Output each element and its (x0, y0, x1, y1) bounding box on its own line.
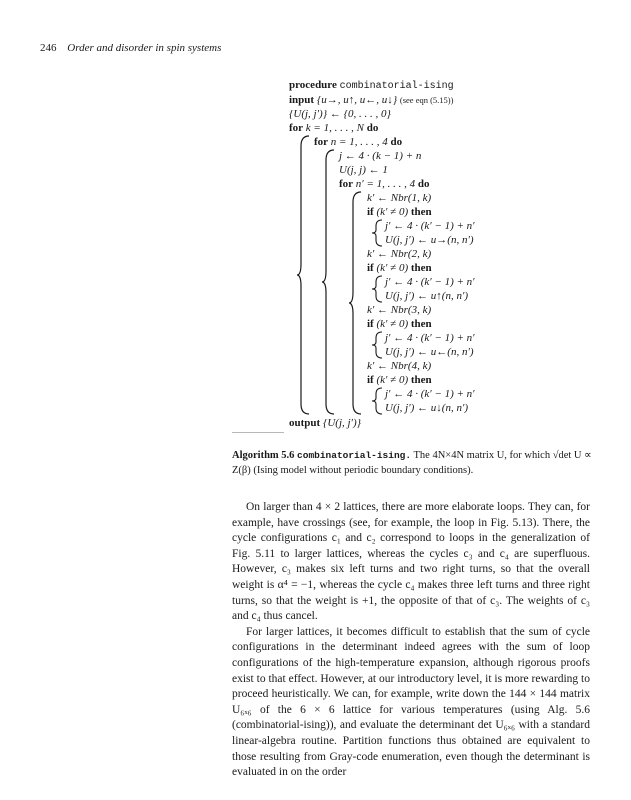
brace-for-n (322, 148, 336, 416)
brace-if-4 (372, 387, 384, 415)
page-number: 246 (40, 42, 57, 54)
caption-rule (232, 432, 284, 433)
algo-line-if-2: if (k′ ≠ 0) then (367, 262, 432, 274)
algo-line-nbr-4: k′ ← Nbr(4, k) (367, 360, 432, 372)
caption-code: combinatorial-ising. (297, 450, 412, 461)
brace-if-1 (372, 219, 384, 247)
body-text (232, 500, 590, 781)
paragraph-2: For larger lattices, it becomes difficult to establish that the sum of cycle configurations in the determinant indeed agrees with the sum of loop configurations of the high-temperature expansion, although rigorous proofs exist to that effect. However, at our introductory level, it is more rewarding to proceed heuristically. We can, for example, write down the 144 × 144 matrix U₆ₓ₆ of the 6 × 6 lattice for various temperatures (using Alg. 5.6 (combinatorial-ising)), and evaluate the determinant det U₆ₓ₆ with a standard linear-algebra routine. Partition functions thus obtained are equivalent to those resulting from Gray-code enumeration, even though the determinant is evaluated in on the order (232, 625, 590, 779)
algo-line-nbr-3: k′ ← Nbr(3, k) (367, 304, 432, 316)
paragraph-1: On larger than 4 × 2 lattices, there are more elaborate loops. They can, for example, have crossings (see, for example, the loop in Fig. 5.13). There, the cycle configurations c₁ and c₂ correspond to loops in the generalization of Fig. 5.11 to larger lattices, whereas the cycles c₃ and c₄ are superfluous. However, c₃ makes six left turns and two right turns, so that the overall weight is α⁴ = −1, whereas the cycle c₄ makes three left turns and three right turns, so that the weight is +1, the opposite of that of c₃. The weights of c₃ and c₄ thus cancel. (232, 501, 590, 623)
brace-for-k (297, 134, 311, 416)
algorithm-caption (232, 448, 602, 478)
brace-if-2 (372, 275, 384, 303)
algo-line-output: output {U(j, j′)} (289, 417, 362, 429)
algo-line-jprime-2: j′ ← 4 · (k′ − 1) + n′ (385, 276, 475, 288)
algo-line-jprime-4: j′ ← 4 · (k′ − 1) + n′ (385, 388, 475, 400)
page-header (40, 42, 600, 54)
algo-line-ujj: U(j, j) ← 1 (339, 164, 388, 176)
algo-line-nbr-1: k′ ← Nbr(1, k) (367, 192, 432, 204)
algo-line-input: input {u→, u↑, u←, u↓} (see eqn (5.15)) (289, 94, 454, 106)
algo-line-if-3: if (k′ ≠ 0) then (367, 318, 432, 330)
caption-text: The 4N×4N matrix U, for which √det U ∝ Z(β) (Ising model without periodic boundary conditions). (232, 450, 592, 476)
algo-line-jprime-1: j′ ← 4 · (k′ − 1) + n′ (385, 220, 475, 232)
algo-line-nbr-2: k′ ← Nbr(2, k) (367, 248, 432, 260)
algo-line-assign-2: U(j, j′) ← u↑(n, n′) (385, 290, 469, 302)
algo-line-for-nprime: for n′ = 1, . . . , 4 do (339, 178, 430, 190)
algo-line-j: j ← 4 · (k − 1) + n (339, 150, 422, 162)
algo-line-assign-4: U(j, j′) ← u↓(n, n′) (385, 402, 469, 414)
algo-line-if-4: if (k′ ≠ 0) then (367, 374, 432, 386)
algo-line-for-k: for k = 1, . . . , N do (289, 122, 379, 134)
algo-line-if-1: if (k′ ≠ 0) then (367, 206, 432, 218)
algo-line-init: {U(j, j′)} ← {0, . . . , 0} (289, 108, 391, 120)
algo-line-assign-3: U(j, j′) ← u←(n, n′) (385, 346, 474, 358)
caption-label: Algorithm 5.6 (232, 450, 295, 461)
algo-line-jprime-3: j′ ← 4 · (k′ − 1) + n′ (385, 332, 475, 344)
algo-line-assign-1: U(j, j′) ← u→(n, n′) (385, 234, 474, 246)
algo-line-procedure: procedure combinatorial-ising (289, 79, 454, 92)
brace-if-3 (372, 331, 384, 359)
running-title: Order and disorder in spin systems (67, 42, 222, 54)
brace-for-nprime (349, 190, 363, 416)
algo-line-for-n: for n = 1, . . . , 4 do (314, 136, 403, 148)
